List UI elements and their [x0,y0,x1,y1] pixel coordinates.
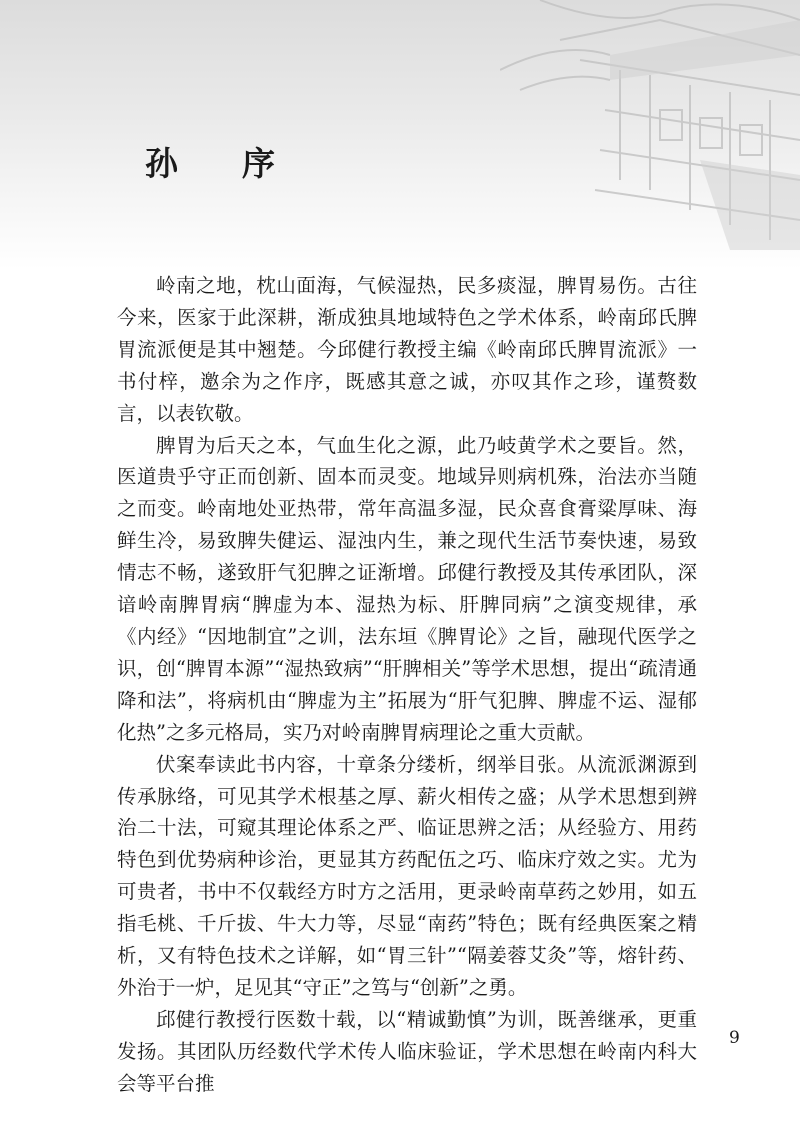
title-char-2: 序 [242,144,277,183]
paragraph-1: 岭南之地，枕山面海，气候湿热，民多痰湿，脾胃易伤。古往今来，医家于此深耕，渐成独具地域特色之学术体系，岭南邱氏脾胃流派便是其中翘楚。今邱健行教授主编《岭南邱氏脾胃流派》一书付梓，邀余为之作序，既感其意之诚，亦叹其作之珍，谨赘数言，以表钦敬。 [117,274,697,425]
paragraph-4: 邱健行教授行医数十载，以“精诚勤慎”为训，既善继承，更重发扬。其团队历经数代学术传人临床验证，学术思想在岭南内科大会等平台推 [117,1007,697,1095]
page-title [145,138,277,185]
paragraph-2: 脾胃为后天之本，气血生化之源，此乃岐黄学术之要旨。然，医道贵乎守正而创新、固本而灵变。地域异则病机殊，治法亦当随之而变。岭南地处亚热带，常年高温多湿，民众喜食膏粱厚味、海鲜生冷，易致脾失健运、湿浊内生，兼之现代生活节奏快速，易致情志不畅，遂致肝气犯脾之证渐增。邱健行教授及其传承团队，深谙岭南脾胃病“脾虚为本、湿热为标、肝脾同病”之演变规律，承《内经》“因地制宜”之训，法东垣《脾胃论》之旨，融现代医学之识，创“脾胃本源”“湿热致病”“肝脾相关”等学术思想，提出“疏清通降和法”，将病机由“脾虚为主”拓展为“肝气犯脾、脾虚不运、湿郁化热”之多元格局，实乃对岭南脾胃病理论之重大贡献。 [117,433,697,744]
paragraph-3: 伏案奉读此书内容，十章条分缕析，纲举目张。从流派渊源到传承脉络，可见其学术根基之厚、薪火相传之盛；从学术思想到辨治二十法，可窥其理论体系之严、临证思辨之活；从经验方、用药特色到优势病种诊治，更显其方药配伍之巧、临床疗效之实。尤为可贵者，书中不仅载经方时方之活用，更录岭南草药之妙用，如五指毛桃、千斤拔、牛大力等，尽显“南药”特色；既有经典医案之精析，又有特色技术之详解，如“胃三针”“隔姜蓉艾灸”等，熔针药、外治于一炉，足见其“守正”之笃与“创新”之勇。 [117,752,697,999]
page-number: 9 [729,1028,740,1048]
architecture-watermark-icon [500,0,800,250]
title-char-1: 孙 [145,144,180,183]
preface-body [117,270,697,1100]
